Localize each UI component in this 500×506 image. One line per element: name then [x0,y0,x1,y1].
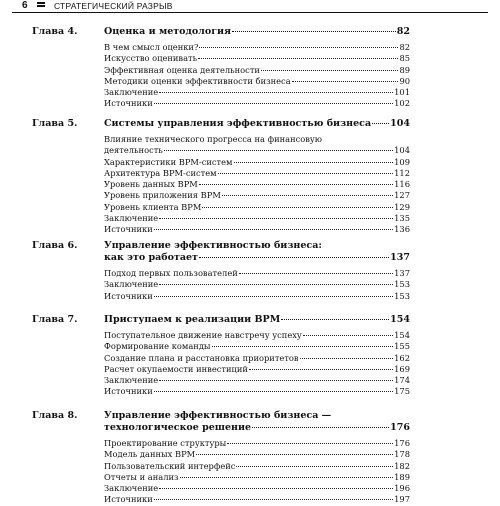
dot-leader [198,58,398,59]
page-ref: 153 [394,279,410,290]
entry-title: Проектирование структуры [104,438,227,448]
entry-title: Оценка и методология [104,26,232,37]
list-item-row [104,145,410,156]
entry-title: В чем смысл оценки? [104,42,199,52]
dot-leader [159,218,393,219]
entry-title: Источники [104,224,153,235]
dot-leader [164,150,393,151]
list-item [104,157,410,168]
dot-leader [154,103,393,104]
dot-leader [180,477,394,478]
dot-leader [154,229,393,230]
page-ref: 176 [390,422,410,433]
chapter-title [104,26,410,38]
dot-leader [249,369,393,370]
page-ref: 101 [394,87,410,98]
dot-leader [281,319,389,320]
dot-leader [303,335,393,336]
dot-leader [154,296,393,297]
entry-title: Уровень клиента BPM [104,201,202,212]
list-item [104,341,410,352]
chapter-title [104,118,410,130]
entry-title: деятельность [104,145,163,156]
list-item [104,53,410,64]
header-rule [12,12,488,13]
list-item [104,375,410,386]
page-ref: 136 [394,224,410,235]
chapter-number: Глава 5. [32,118,78,129]
dot-leader [199,184,393,185]
list-item [104,472,410,483]
chapter-title-row [104,314,410,326]
entry-title: Уровень приложения BPM [104,190,221,201]
list-item [104,213,410,224]
list-item [104,179,410,190]
list-item [104,291,410,302]
page-ref: 176 [394,438,410,448]
list-item [104,190,410,201]
chapter-title [104,314,410,326]
section-list [104,330,410,398]
list-item [104,42,410,53]
entry-title: Пользовательский интерфейс [104,460,236,471]
page-ref: 154 [394,330,410,340]
list-item [104,483,410,494]
chapter-8 [32,410,410,506]
page-ref: 85 [399,53,410,64]
page-ref: 104 [394,145,410,156]
entry-title: Заключение [104,375,159,386]
page-ref: 162 [394,352,410,363]
dot-leader [196,454,393,455]
dot-leader [252,427,389,428]
chapter-title-line: Управление эффективностью бизнеса: [104,240,322,251]
chapter-title-row [104,252,410,264]
page-ref: 197 [394,494,410,505]
entry-title: Методики оценки эффективности бизнеса [104,75,291,86]
list-item [104,279,410,290]
page-ref: 127 [394,190,410,201]
section-list [104,268,410,302]
list-item [104,364,410,375]
entry-title: Заключение [104,87,159,98]
section-list [104,438,410,506]
dot-leader [218,173,394,174]
page-ref: 90 [399,75,410,86]
entry-title: Формирование команды [104,341,211,352]
page-ref: 137 [394,268,410,278]
dot-leader [222,195,393,196]
entry-title: Подход первых пользователей [104,268,238,278]
list-item [104,449,410,460]
chapter-number: Глава 6. [32,240,78,251]
entry-title: Уровень данных BPM [104,179,198,190]
page-ref: 175 [394,386,410,397]
entry-title: Модель данных BPM [104,449,196,460]
page-ref: 82 [399,42,410,52]
dot-leader [159,92,393,93]
dot-leader [234,162,394,163]
entry-title: Расчет окупаемости инвестиций [104,363,248,374]
page-number: 6 [22,0,28,11]
entry-title: технологическое решение [104,422,252,433]
entry-title: как это работает [104,252,198,263]
dot-leader [199,47,398,48]
chapter-number: Глава 4. [32,26,78,37]
page-ref: 129 [394,201,410,212]
chapter-5 [32,118,410,236]
list-item [104,98,410,109]
dot-leader [261,70,398,71]
entry-title: Архитектура BPM-систем [104,167,217,178]
page-ref: 182 [394,460,410,471]
chapter-title [104,410,410,434]
entry-title: Источники [104,98,153,109]
list-item [104,87,410,98]
dot-leader [199,257,389,258]
chapter-number: Глава 7. [32,314,78,325]
entry-title: Эффективная оценка деятельности [104,64,260,75]
page-ref: 178 [394,449,410,460]
entry-title: Отчеты и анализ [104,471,179,482]
page-ref: 153 [394,290,410,301]
dot-leader [239,273,393,274]
entry-title: Заключение [104,213,159,224]
page-ref: 102 [394,98,410,109]
dot-leader [159,380,393,381]
dot-leader [159,488,393,489]
entry-title: Источники [104,290,153,301]
entry-title: Заключение [104,279,159,290]
header-marker-icon [37,2,45,9]
page-ref: 82 [396,26,410,37]
chapter-4 [32,26,410,110]
page-ref: 89 [399,64,410,75]
dot-leader [159,284,393,285]
running-title: СТРАТЕГИЧЕСКИЙ РАЗРЫВ [54,1,173,11]
list-item [104,438,410,449]
entry-title: Поступательное движение навстречу успеху [104,330,302,340]
chapter-title-row [104,118,410,130]
list-item [104,65,410,76]
entry-title: Источники [104,386,153,397]
page-ref: 137 [390,252,410,263]
list-item [104,330,410,341]
entry-title: Заключение [104,483,159,494]
page-ref: 112 [394,167,410,178]
dot-leader [212,346,394,347]
dot-leader [236,466,393,467]
running-header [12,0,488,14]
entry-title: Создание плана и расстановка приоритетов [104,352,299,363]
page-ref: 169 [394,363,410,374]
dot-leader [154,391,393,392]
page-ref: 116 [394,179,410,190]
entry-title-line: Влияние технического прогресса на финансовую [104,134,323,144]
list-item [104,134,410,157]
chapter-title-line: Управление эффективностью бизнеса — [104,410,332,421]
chapter-7 [32,314,410,398]
page-ref: 189 [394,471,410,482]
page-ref: 196 [394,483,410,494]
page-ref: 135 [394,213,410,224]
page-ref: 104 [390,118,410,129]
entry-title: Характеристики BPM-систем [104,156,233,167]
chapter-title-row [104,422,410,434]
list-item [104,202,410,213]
dot-leader [202,207,393,208]
list-item [104,386,410,397]
list-item [104,461,410,472]
page-ref: 154 [390,314,410,325]
list-item [104,168,410,179]
entry-title: Приступаем к реализации BPM [104,314,281,325]
list-item [104,76,410,87]
chapter-6 [32,240,410,302]
list-item [104,224,410,235]
dot-leader [372,123,389,124]
section-list [104,134,410,236]
entry-title: Искусство оценивать [104,53,198,64]
page-ref: 155 [394,341,410,352]
entry-title: Источники [104,494,153,505]
page-ref: 109 [394,156,410,167]
chapter-number: Глава 8. [32,410,78,421]
section-list [104,42,410,110]
chapter-title [104,240,410,264]
dot-leader [292,81,399,82]
dot-leader [300,358,394,359]
chapter-title-row [104,26,410,38]
dot-leader [227,443,393,444]
entry-title: Системы управления эффективностью бизнеса [104,118,372,129]
page-ref: 174 [394,375,410,386]
list-item [104,268,410,279]
list-item [104,353,410,364]
dot-leader [232,31,396,32]
list-item [104,494,410,505]
